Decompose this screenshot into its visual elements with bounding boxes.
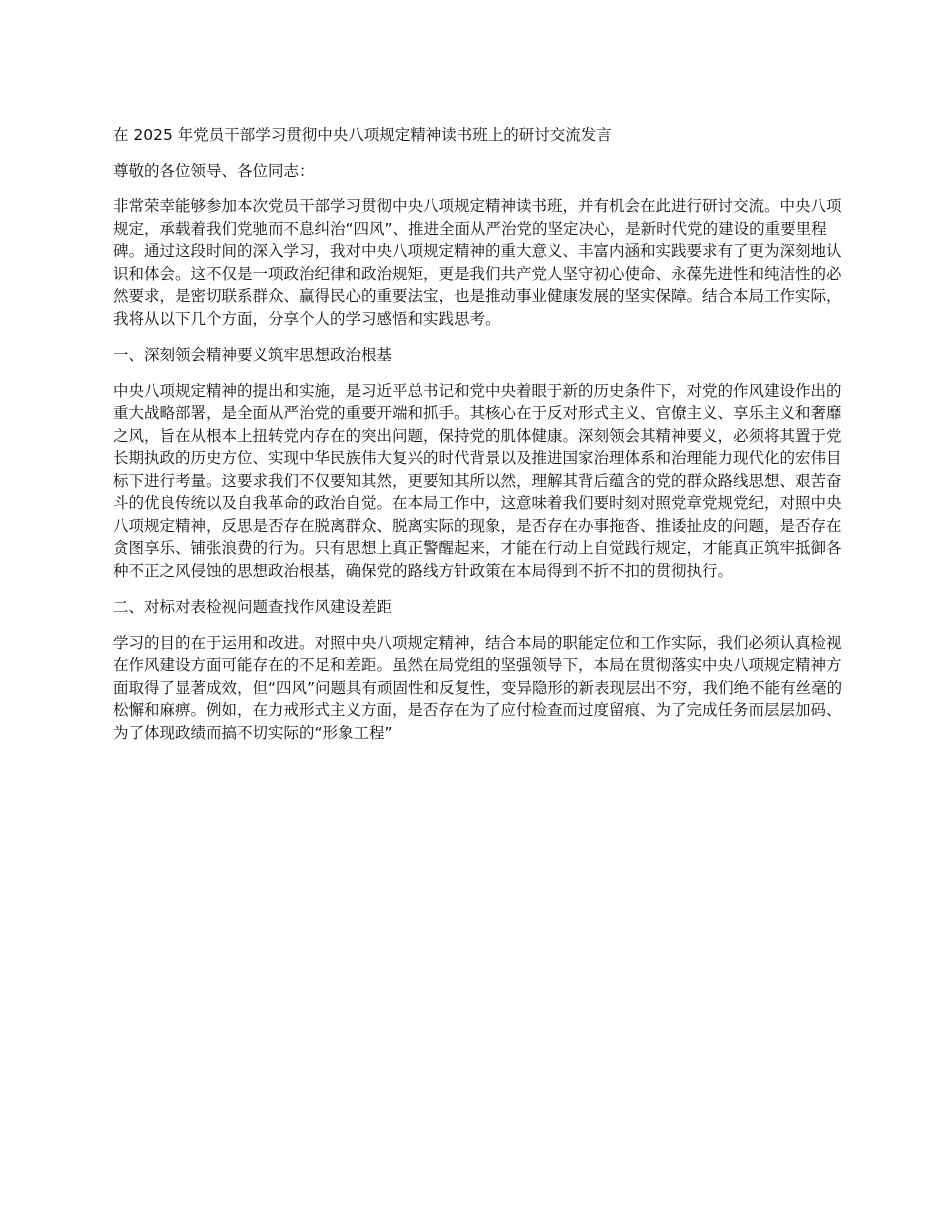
section-heading-1: 一、深刻领会精神要义筑牢思想政治根基: [113, 346, 393, 364]
section-body-1: 中央八项规定精神的提出和实施，是习近平总书记和党中央着眼于新的历史条件下，对党的作风建设作出的重大战略部署，是全面从严治党的重要开端和抓手。其核心在于反对形式主义、官僚主义、享乐主义和奢靡之风，旨在从根本上扭转党内存在的突出问题，保持党的肌体健康。深刻领会其精神要义，必须将其置于党长期执政的历史方位、实现中华民族伟大复兴的时代背景以及推进国家治理体系和治理能力现代化的宏伟目标下进行考量。这要求我们不仅要知其然，更要知其所以然，理解其背后蕴含的党的群众路线思想、艰苦奋斗的优良传统以及自我革命的政治自觉。在本局工作中，这意味着我们要时刻对照党章党规党纪，对照中央八项规定精神，反思是否存在脱离群众、脱离实际的现象，是否存在办事拖沓、推诿扯皮的问题，是否存在贪图享乐、铺张浪费的行为。只有思想上真正警醒起来，才能在行动上自觉践行规定，才能真正筑牢抵御各种不正之风侵蚀的思想政治根基，确保党的路线方针政策在本局得到不折不扣的贯彻执行。: [113, 381, 842, 580]
section-heading-2: 二、对标对表检视问题查找作风建设差距: [113, 598, 393, 616]
salutation: 尊敬的各位领导、各位同志：: [113, 161, 315, 180]
section-body-2: 学习的目的在于运用和改进。对照中央八项规定精神，结合本局的职能定位和工作实际，我们必须认真检视在作风建设方面可能存在的不足和差距。虽然在局党组的坚强领导下，本局在贯彻落实中央八项规定精神方面取得了显著成效，但“四风”问题具有顽固性和反复性，变异隐形的新表现层出不穷，我们绝不能有丝毫的松懈和麻痹。例如，在力戒形式主义方面，是否存在为了应付检查而过度留痕、为了完成任务而层层加码、为了体现政绩而搞不切实际的“形象工程”: [113, 633, 843, 742]
intro-paragraph: 非常荣幸能够参加本次党员干部学习贯彻中央八项规定精神读书班，并有机会在此进行研讨交流。中央八项规定，承载着我们党驰而不息纠治“四风”、推进全面从严治党的坚定决心，是新时代党的建设的重要里程碑。通过这段时间的深入学习，我对中央八项规定精神的重大意义、丰富内涵和实践要求有了更为深刻地认识和体会。这不仅是一项政治纪律和政治规矩，更是我们共产党人坚守初心使命、永葆先进性和纯洁性的必然要求，是密切联系群众、赢得民心的重要法宝，也是推动事业健康发展的坚实保障。结合本局工作实际，我将从以下几个方面，分享个人的学习感悟和实践思考。: [113, 197, 842, 328]
document-page: [113, 124, 843, 758]
document-title: 在 2025 年党员干部学习贯彻中央八项规定精神读书班上的研讨交流发言: [113, 126, 612, 144]
